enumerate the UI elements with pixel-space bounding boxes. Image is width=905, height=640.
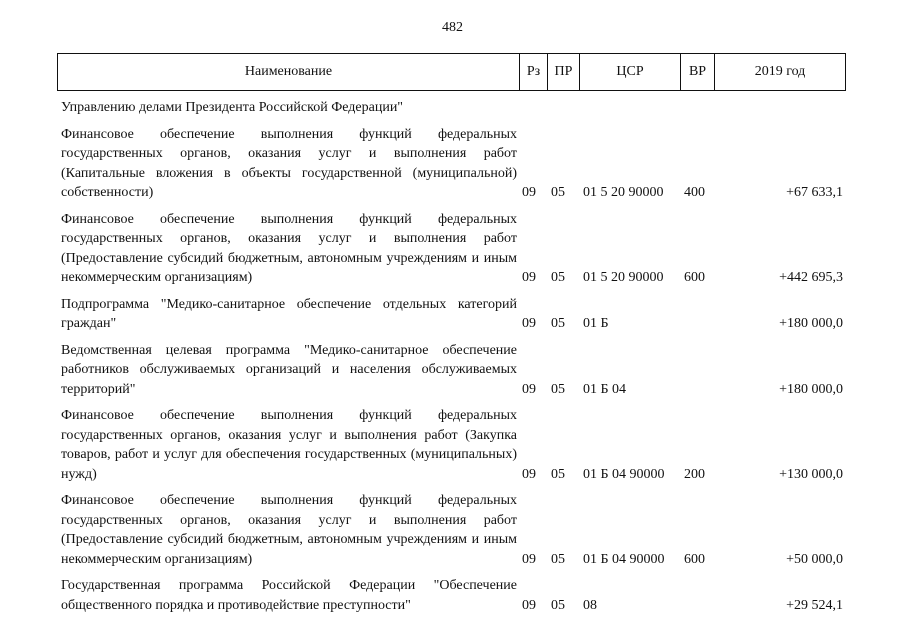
row-amount: +180 000,0 [779,381,843,397]
table-row [0,341,905,400]
header-name: Наименование [58,54,520,91]
row-amount: +50 000,0 [786,551,843,567]
row-csr: 01 5 20 90000 [583,185,664,200]
budget-rows [0,96,905,615]
table-row [0,125,905,203]
row-csr: 01 Б [583,316,609,331]
row-name: Финансовое обеспечение выполнения функций федеральных государственных органов, оказания услуг и выполнения работ (Капитальные вложения в объекты государственной (муниципальной) собственности) [61,126,517,200]
row-amount: +29 524,1 [786,597,843,613]
table-row [0,576,905,615]
row-rz: 09 [522,316,536,331]
row-csr: 01 Б 04 90000 [583,551,665,567]
row-rz: 09 [522,551,536,567]
row-rz: 09 [522,185,536,200]
row-pr: 05 [551,316,565,331]
table-header [57,53,846,91]
row-vr: 600 [684,270,705,285]
row-rz: 09 [522,597,536,613]
row-pr: 05 [551,381,565,397]
row-pr: 05 [551,185,565,200]
header-rz: Рз [520,54,548,91]
row-pr: 05 [551,551,565,567]
row-rz: 09 [522,381,536,397]
row-csr: 08 [583,597,597,613]
row-vr: 600 [684,551,705,567]
row-name: Государственная программа Российской Федерации "Обеспечение общественного порядка и противодействие преступности" [61,578,517,613]
header-year: 2019 год [715,54,846,91]
row-csr: 01 Б 04 [583,381,627,397]
row-pr: 05 [551,597,565,613]
row-name: Финансовое обеспечение выполнения функций федеральных государственных органов, оказания услуг и выполнения работ (Предоставление субсидий бюджетным, автономным учреждениям и иным некоммерческим организациям) [61,493,517,567]
row-name: Управлению делами Президента Российской Федерации" [61,100,404,115]
row-name: Финансовое обеспечение выполнения функций федеральных государственных органов, оказания услуг и выполнения работ (Предоставление субсидий бюджетным, автономным учреждениям и иным некоммерческим организациям) [61,211,517,285]
row-csr: 01 Б 04 90000 [583,466,665,482]
row-pr: 05 [551,270,565,285]
header-vr: ВР [681,54,715,91]
row-amount: +130 000,0 [779,466,843,482]
header-row [58,54,846,91]
row-pr: 05 [551,466,565,482]
row-amount: +442 695,3 [779,270,843,285]
row-vr: 400 [684,185,705,200]
header-pr: ПР [548,54,580,91]
table-row [0,491,905,569]
table-row [0,406,905,484]
table-row [0,295,905,334]
row-rz: 09 [522,466,536,482]
row-name: Финансовое обеспечение выполнения функций федеральных государственных органов, оказания услуг и выполнения работ (Закупка товаров, работ и услуг для обеспечения государственных (муниципальных) нужд) [61,408,517,482]
row-name: Подпрограмма "Медико-санитарное обеспечение отдельных категорий граждан" [61,296,517,331]
table-row [0,210,905,288]
row-rz: 09 [522,270,536,285]
row-vr: 200 [684,466,705,482]
header-csr: ЦСР [580,54,681,91]
row-name: Ведомственная целевая программа "Медико-санитарное обеспечение работников обслуживаемых организаций и населения обслуживаемых территорий" [61,342,517,397]
page-number: 482 [442,20,463,35]
row-csr: 01 5 20 90000 [583,270,664,285]
table-row [0,98,905,118]
row-amount: +180 000,0 [779,316,843,331]
row-amount: +67 633,1 [786,185,843,200]
